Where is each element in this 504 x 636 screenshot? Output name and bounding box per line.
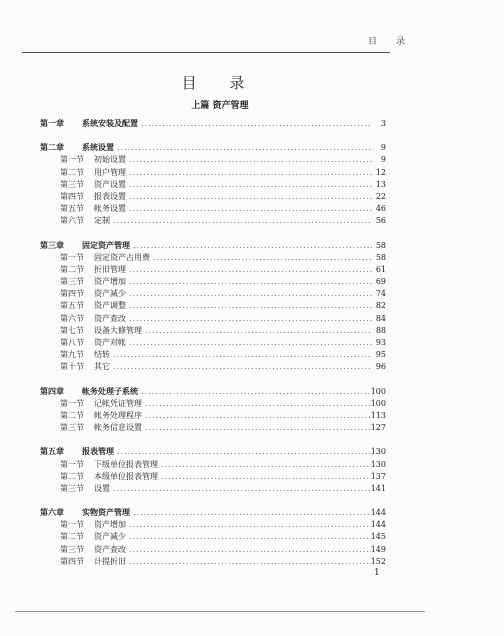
dot-leader — [142, 422, 371, 434]
dot-leader — [130, 240, 372, 252]
section-heading — [40, 349, 110, 361]
section-heading — [40, 556, 126, 568]
section-entry — [40, 337, 386, 349]
chapter-block — [40, 446, 386, 495]
chapter-entry — [40, 386, 386, 398]
table-of-contents — [40, 118, 386, 580]
section-heading — [40, 410, 142, 422]
section-entry — [40, 179, 386, 191]
dot-leader — [126, 154, 372, 166]
dot-leader — [158, 459, 371, 471]
section-number: 第十节 — [60, 362, 84, 372]
header-rule — [22, 52, 390, 53]
section-number: 第五节 — [60, 204, 84, 214]
section-entry — [40, 556, 386, 568]
section-page: 141 — [370, 483, 386, 493]
running-header: 目 录 — [368, 37, 413, 47]
section-entry — [40, 264, 386, 276]
chapter-number: 第三章 — [40, 240, 64, 250]
section-page: 82 — [375, 301, 386, 311]
section-title: 资产减少 — [94, 289, 126, 299]
dot-leader — [142, 398, 371, 410]
chapter-number: 第六章 — [40, 508, 64, 518]
section-entry — [40, 459, 386, 471]
section-entry — [40, 483, 386, 495]
chapter-title: 报表管理 — [82, 447, 114, 457]
chapter-number: 第五章 — [40, 447, 64, 457]
section-title: 固定资产占用费 — [94, 252, 150, 262]
dot-leader — [126, 519, 371, 531]
dot-leader — [138, 118, 372, 130]
section-entry — [40, 519, 386, 531]
section-page: 93 — [375, 338, 386, 347]
section-page: 100 — [370, 398, 386, 408]
section-title: 报表设置 — [94, 191, 126, 201]
section-page: 130 — [370, 459, 386, 469]
section-number: 第三节 — [60, 179, 84, 189]
section-number: 第三节 — [60, 544, 84, 554]
section-page: 13 — [375, 179, 386, 189]
dot-leader — [114, 142, 372, 154]
section-number: 第二节 — [60, 410, 84, 420]
dot-leader — [126, 300, 372, 312]
section-number: 第四节 — [60, 191, 84, 201]
section-title: 结转 — [94, 350, 110, 360]
section-heading — [40, 179, 126, 191]
dot-leader — [110, 215, 372, 227]
section-number: 第一节 — [60, 155, 84, 165]
section-page: 46 — [375, 204, 386, 214]
section-heading — [40, 264, 126, 276]
section-entry — [40, 325, 386, 337]
section-number: 第二节 — [60, 471, 84, 481]
section-heading — [40, 191, 126, 203]
section-entry — [40, 288, 386, 300]
dot-leader — [114, 446, 371, 458]
section-entry — [40, 191, 386, 203]
dot-leader — [126, 531, 371, 543]
section-title: 计提折旧 — [94, 556, 126, 566]
chapter-number: 第四章 — [40, 386, 64, 396]
section-page: 144 — [370, 520, 386, 530]
section-page: 127 — [370, 423, 386, 433]
dot-leader — [138, 386, 371, 398]
dot-leader — [126, 313, 372, 325]
section-page: 84 — [375, 313, 386, 323]
chapter-title: 帐务处理子系统 — [82, 386, 138, 396]
section-number: 第一节 — [60, 252, 84, 262]
chapter-entry — [40, 142, 386, 154]
dot-leader — [126, 167, 372, 179]
chapter-heading — [40, 142, 114, 154]
bottom-rule — [15, 611, 425, 612]
section-entry — [40, 154, 386, 166]
section-title: 资产对帐 — [94, 338, 126, 347]
section-heading — [40, 203, 126, 215]
section-title: 帐务设置 — [94, 204, 126, 214]
chapter-title: 固定资产管理 — [82, 240, 130, 250]
section-number: 第三节 — [60, 277, 84, 287]
section-page: 137 — [370, 471, 386, 481]
chapter-title: 系统设置 — [82, 143, 114, 153]
chapter-page: 3 — [380, 119, 386, 128]
section-entry — [40, 398, 386, 410]
section-title: 资产增加 — [94, 277, 126, 287]
chapter-heading — [40, 386, 138, 398]
section-number: 第五节 — [60, 301, 84, 311]
chapter-page: 130 — [370, 447, 386, 457]
section-title: 资产增加 — [94, 520, 126, 530]
section-entry — [40, 410, 386, 422]
section-entry — [40, 203, 386, 215]
section-heading — [40, 337, 126, 349]
dot-leader — [126, 276, 372, 288]
chapter-number: 第一章 — [40, 119, 64, 128]
section-number: 第三节 — [60, 423, 84, 433]
section-heading — [40, 483, 110, 495]
chapter-page: 100 — [370, 386, 386, 396]
dot-leader — [126, 179, 372, 191]
section-number: 第九节 — [60, 350, 84, 360]
section-entry — [40, 471, 386, 483]
section-heading — [40, 459, 158, 471]
section-number: 第二节 — [60, 264, 84, 274]
section-page: 58 — [375, 252, 386, 262]
chapter-number: 第二章 — [40, 143, 64, 153]
dot-leader — [126, 264, 372, 276]
section-entry — [40, 167, 386, 179]
dot-leader — [126, 544, 371, 556]
chapter-heading — [40, 446, 114, 458]
dot-leader — [142, 325, 372, 337]
section-title: 资产调整 — [94, 301, 126, 311]
section-page: 22 — [375, 191, 386, 201]
chapter-page: 9 — [380, 143, 386, 153]
chapter-block — [40, 386, 386, 435]
section-heading — [40, 398, 142, 410]
section-page: 152 — [370, 556, 386, 566]
section-title: 定制 — [94, 216, 110, 226]
section-number: 第八节 — [60, 338, 84, 347]
chapter-title: 实物资产管理 — [82, 508, 130, 518]
section-page: 74 — [375, 289, 386, 299]
chapter-page: 144 — [370, 508, 386, 518]
section-page: 61 — [375, 264, 386, 274]
section-number: 第一节 — [60, 459, 84, 469]
section-page: 56 — [375, 216, 386, 226]
dot-leader — [110, 483, 371, 495]
section-page: 69 — [375, 277, 386, 287]
section-number: 第六节 — [60, 313, 84, 323]
section-heading — [40, 325, 142, 337]
dot-leader — [110, 349, 372, 361]
dot-leader — [126, 191, 372, 203]
section-heading — [40, 252, 150, 264]
dot-leader — [142, 410, 371, 422]
section-page: 113 — [370, 410, 386, 420]
section-heading — [40, 544, 126, 556]
section-title: 用户管理 — [94, 167, 126, 177]
section-entry — [40, 300, 386, 312]
chapter-heading — [40, 240, 130, 252]
chapter-heading — [40, 507, 130, 519]
chapter-entry — [40, 446, 386, 458]
chapter-entry — [40, 118, 386, 130]
section-number: 第二节 — [60, 167, 84, 177]
dot-leader — [126, 337, 372, 349]
section-number: 第一节 — [60, 398, 84, 408]
section-title: 资产查改 — [94, 313, 126, 323]
chapter-block — [40, 142, 386, 227]
dot-leader — [150, 252, 372, 264]
chapter-entry — [40, 507, 386, 519]
section-heading — [40, 154, 126, 166]
section-entry — [40, 276, 386, 288]
section-page: 95 — [375, 350, 386, 360]
section-page: 145 — [370, 532, 386, 542]
section-entry — [40, 531, 386, 543]
section-title: 设备大修管理 — [94, 325, 142, 335]
chapter-heading — [40, 118, 138, 130]
section-heading — [40, 288, 126, 300]
section-title: 下级单位报表管理 — [94, 459, 158, 469]
section-number: 第六节 — [60, 216, 84, 226]
section-page: 9 — [380, 155, 386, 165]
chapter-block — [40, 507, 386, 568]
section-number: 第四节 — [60, 289, 84, 299]
section-title: 设置 — [94, 483, 110, 493]
section-title: 本级单位报表管理 — [94, 471, 158, 481]
page-title: 目 录 — [181, 74, 259, 92]
section-heading — [40, 471, 158, 483]
section-number: 第一节 — [60, 520, 84, 530]
section-heading — [40, 519, 126, 531]
section-heading — [40, 167, 126, 179]
section-title: 初始设置 — [94, 155, 126, 165]
section-number: 第二节 — [60, 532, 84, 542]
section-heading — [40, 361, 110, 373]
chapter-title: 系统安装及配置 — [82, 119, 138, 128]
section-heading — [40, 531, 126, 543]
section-page: 96 — [375, 362, 386, 372]
section-entry — [40, 544, 386, 556]
dot-leader — [130, 507, 371, 519]
dot-leader — [158, 471, 371, 483]
section-number: 第七节 — [60, 325, 84, 335]
section-entry — [40, 349, 386, 361]
section-entry — [40, 361, 386, 373]
chapter-block — [40, 240, 386, 374]
section-entry — [40, 422, 386, 434]
section-heading — [40, 422, 142, 434]
part-heading: 上篇 资产管理 — [191, 101, 249, 111]
dot-leader — [126, 288, 372, 300]
section-title: 帐务处理程序 — [94, 410, 142, 420]
section-title: 帐务信息设置 — [94, 423, 142, 433]
section-heading — [40, 313, 126, 325]
dot-leader — [126, 203, 372, 215]
section-number: 第四节 — [60, 556, 84, 566]
section-entry — [40, 313, 386, 325]
section-page: 88 — [375, 325, 386, 335]
section-title: 资产查改 — [94, 544, 126, 554]
section-title: 记帐凭证管理 — [94, 398, 142, 408]
section-title: 其它 — [94, 362, 110, 372]
section-heading — [40, 276, 126, 288]
dot-leader — [126, 556, 371, 568]
dot-leader — [110, 361, 372, 373]
section-title: 折旧管理 — [94, 264, 126, 274]
section-page: 12 — [375, 167, 386, 177]
section-title: 资产减少 — [94, 532, 126, 542]
section-number: 第三节 — [60, 483, 84, 493]
section-heading — [40, 215, 110, 227]
section-entry — [40, 215, 386, 227]
section-entry — [40, 252, 386, 264]
section-page: 149 — [370, 544, 386, 554]
page-number: 1 — [374, 568, 380, 578]
chapter-entry — [40, 240, 386, 252]
section-heading — [40, 300, 126, 312]
chapter-page: 58 — [375, 240, 386, 250]
chapter-block — [40, 118, 386, 130]
section-title: 资产设置 — [94, 179, 126, 189]
